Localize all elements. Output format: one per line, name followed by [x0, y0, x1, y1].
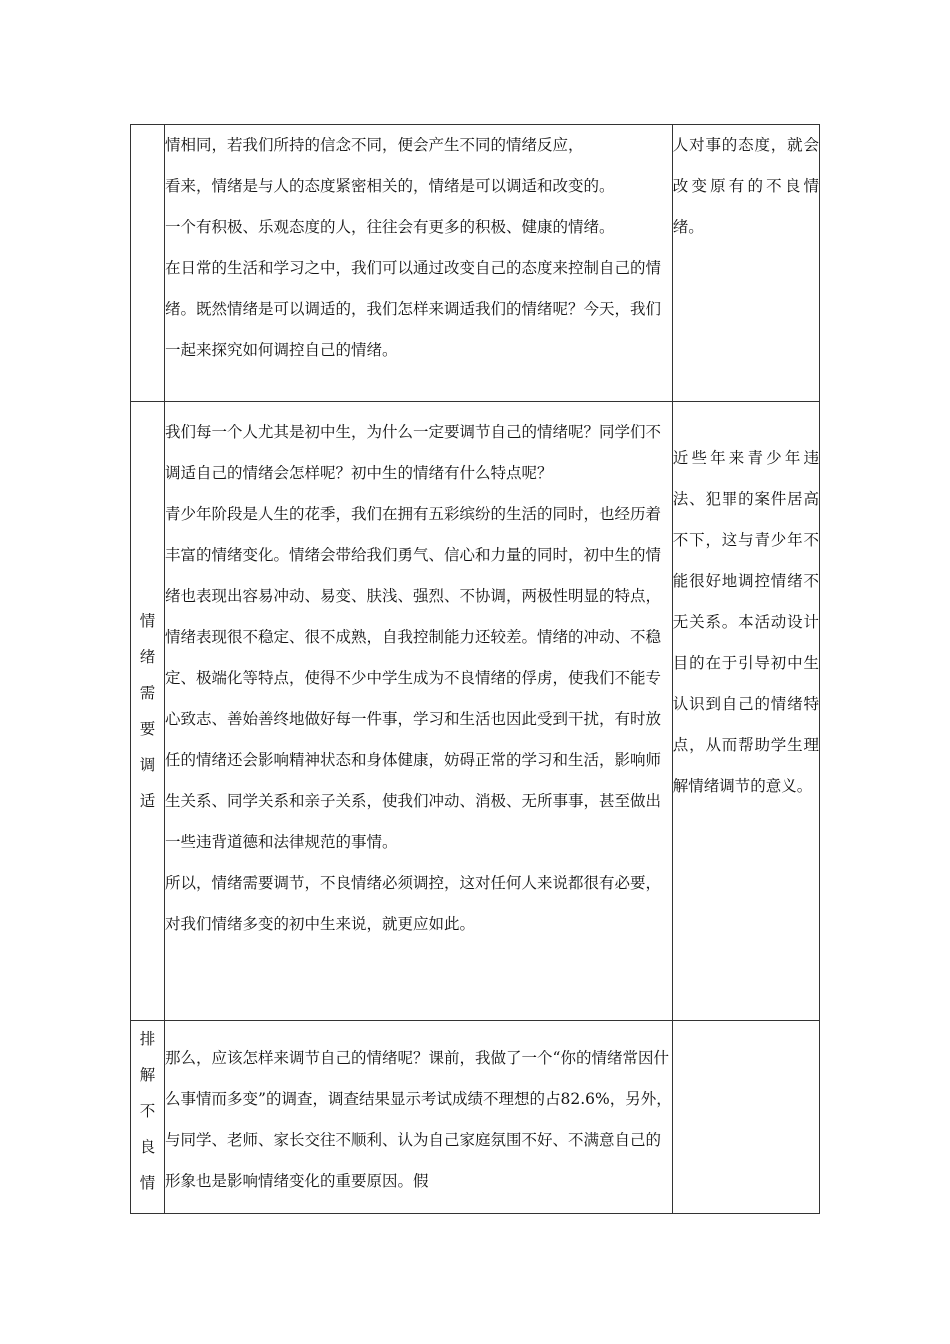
paragraph: 看来，情绪是与人的态度紧密相关的，情绪是可以调适和改变的。: [165, 177, 615, 195]
paragraph: 一个有积极、乐观态度的人，往往会有更多的积极、健康的情绪。: [165, 218, 615, 236]
section-label-char: 绪: [139, 648, 156, 666]
table-row: [131, 1021, 820, 1214]
paragraph: 我们每一个人尤其是初中生，为什么一定要调节自己的情绪呢？同学们不调适自己的情绪会怎样呢？初中生的情绪有什么特点呢？: [165, 423, 662, 482]
paragraph: 青少年阶段是人生的花季，我们在拥有五彩缤纷的生活的同时，也经历着丰富的情绪变化。情绪会带给我们勇气、信心和力量的同时，初中生的情绪也表现出容易冲动、易变、肤浅、强烈、不协调，两极性明显的特点，情绪表现很不稳定、很不成熟，自我控制能力还较差。情绪的冲动、不稳定、极端化等特点，使得不少中学生成为不良情绪的俘虏，使我们不能专心致志、善始善终地做好每一件事，学习和生活也因此受到干扰，有时放任的情绪还会影响精神状态和身体健康，妨碍正常的学习和生活，影响师生关系、同学关系和亲子关系，使我们冲动、消极、无所事事，甚至做出一些违背道德和法律规范的事情。: [165, 505, 662, 851]
content-cell: [165, 1021, 673, 1214]
table-row: [131, 125, 820, 402]
table-row: [131, 402, 820, 1021]
section-label-char: 适: [139, 792, 156, 810]
section-label-cell: [131, 125, 165, 402]
section-label-char: 不: [139, 1102, 156, 1120]
section-label-cell: [131, 402, 165, 1021]
section-label-char: 良: [139, 1138, 156, 1156]
content-cell: [165, 125, 673, 402]
section-label-char: 调: [139, 756, 156, 774]
design-note-cell: 人对事的态度，就会改变原有的不良情绪。: [672, 125, 819, 402]
content-cell: [165, 402, 673, 1021]
paragraph: 情相同，若我们所持的信念不同，便会产生不同的情绪反应，: [165, 136, 584, 154]
paragraph: 所以，情绪需要调节，不良情绪必须调控，这对任何人来说都很有必要，对我们情绪多变的初中生来说，就更应如此。: [165, 874, 662, 933]
section-label-char: 要: [139, 720, 156, 738]
section-label-char: 情: [139, 612, 156, 630]
paragraph: 那么，应该怎样来调节自己的情绪呢？课前，我做了一个“你的情绪常因什么事情而多变”的调查，调查结果显示考试成绩不理想的占82.6%，另外，与同学、老师、家长交往不顺利、认为自己家庭氛围不好、不满意自己的形象也是影响情绪变化的重要原因。假: [165, 1049, 672, 1190]
design-note-cell: [672, 1021, 819, 1214]
section-label-char: 需: [139, 684, 156, 702]
lesson-table: [130, 124, 820, 1214]
section-label-cell: [131, 1021, 165, 1214]
section-label-char: 排: [139, 1030, 156, 1048]
section-label-char: 情: [139, 1174, 156, 1192]
section-label-char: 解: [139, 1066, 156, 1084]
design-note-cell: 近些年来青少年违法、犯罪的案件居高不下，这与青少年不能很好地调控情绪不无关系。本活动设计目的在于引导初中生认识到自己的情绪特点，从而帮助学生理解情绪调节的意义。: [672, 402, 819, 1021]
paragraph: 在日常的生活和学习之中，我们可以通过改变自己的态度来控制自己的情绪。既然情绪是可以调适的，我们怎样来调适我们的情绪呢？今天，我们一起来探究如何调控自己的情绪。: [165, 259, 662, 359]
